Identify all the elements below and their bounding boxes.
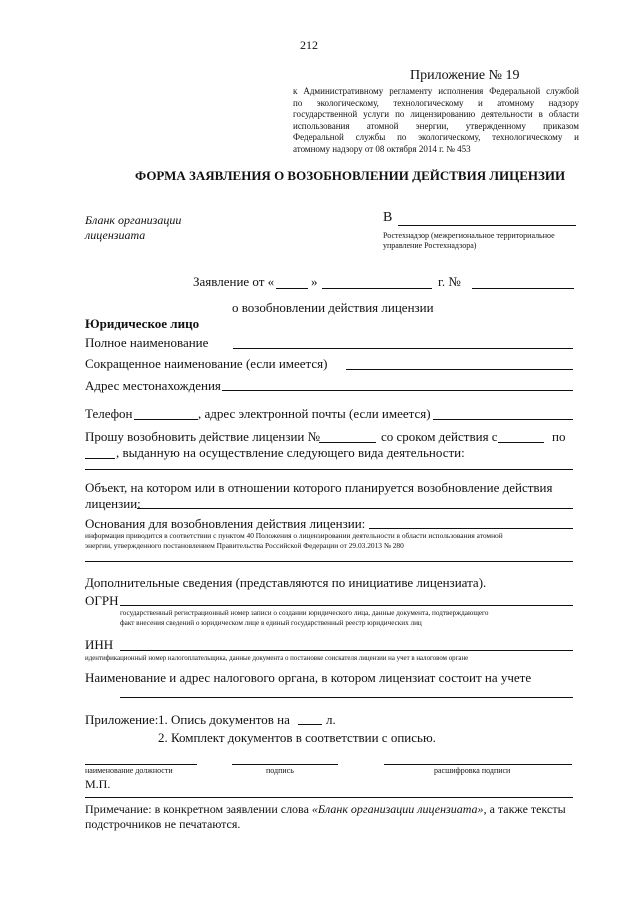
appendix-line: по экологическому, технологическому и атомному надзору xyxy=(293,97,579,108)
appendix-line: Федеральной службы по экологическому, технологическому и xyxy=(293,132,579,142)
statement-subtitle: о возобновлении действия лицензии xyxy=(232,300,434,315)
inn-label: ИНН xyxy=(85,637,114,652)
email-label: , адрес электронной почты (если имеется) xyxy=(198,406,431,421)
full-name-label: Полное наименование xyxy=(85,335,209,350)
request-part2: со сроком действия с xyxy=(381,429,498,444)
statement-date-mid: » xyxy=(311,274,318,289)
object-line2: лицензии: xyxy=(85,496,141,511)
request-part4: , выданную на осуществление следующего вида деятельности: xyxy=(116,445,465,460)
short-name-field[interactable] xyxy=(346,369,573,370)
inn-field[interactable] xyxy=(120,650,573,651)
grounds-note-line2: энергии, утвержденного постановлением Правительства Российской Федерации от 29.03.2013 № 280 xyxy=(85,541,404,550)
short-name-label: Сокращенное наименование (если имеется) xyxy=(85,356,328,371)
recipient-note-line2: управление Ростехнадзора) xyxy=(383,241,477,250)
email-field[interactable] xyxy=(433,419,573,420)
appendix-line: к Административному регламенту исполнения Федеральной службой xyxy=(293,86,579,96)
statement-date-prefix: Заявление от « xyxy=(193,274,275,289)
address-label: Адрес местонахождения xyxy=(85,378,221,393)
recipient-prefix: В xyxy=(383,210,393,225)
object-line1: Объект, на котором или в отношении которого планируется возобновление действия xyxy=(85,480,553,495)
appendix-text xyxy=(293,86,579,155)
grounds-field[interactable] xyxy=(369,528,573,529)
appendix-title: Приложение № 19 xyxy=(410,68,520,83)
footnote-line1 xyxy=(85,802,566,817)
request-part3: по xyxy=(552,429,566,444)
date-day-field[interactable] xyxy=(276,288,308,289)
validity-to-field[interactable] xyxy=(85,458,115,459)
additional-info-label: Дополнительные сведения (представляются по инициативе лицензиата). xyxy=(85,575,487,590)
page-number: 212 xyxy=(300,38,318,52)
attachments-label: Приложение: xyxy=(85,712,159,727)
attachment-item1-unit: л. xyxy=(326,712,336,727)
statement-number-field[interactable] xyxy=(472,288,574,289)
footnote-quoted: «Бланк организации лицензиата» xyxy=(311,802,484,816)
signature-field[interactable] xyxy=(232,764,338,765)
legal-entity-heading: Юридическое лицо xyxy=(85,316,200,331)
sheets-count-field[interactable] xyxy=(298,724,322,725)
letterhead-line2: лицензиата xyxy=(85,228,146,242)
statement-year-suffix: г. № xyxy=(438,274,461,289)
grounds-label: Основания для возобновления действия лицензии: xyxy=(85,516,366,531)
grounds-note-line1: информация приводится в соответствии с пунктом 40 Положения о лицензировании деятельности в области использования атомной xyxy=(85,531,503,540)
tax-authority-label: Наименование и адрес налогового органа, в котором лицензиат состоит на учете xyxy=(85,670,532,685)
request-part1: Прошу возобновить действие лицензии № xyxy=(85,429,321,444)
ogrn-note-line2: факт внесения сведений о юридическом лице в единый государственный реестр юридических лиц xyxy=(120,619,422,627)
object-field[interactable] xyxy=(137,508,573,509)
footnote-divider xyxy=(85,797,573,798)
stamp-label: М.П. xyxy=(85,777,111,791)
letterhead-line1: Бланк организации xyxy=(85,213,182,227)
tax-authority-field[interactable] xyxy=(120,697,573,698)
ogrn-label: ОГРН xyxy=(85,593,119,608)
date-month-field[interactable] xyxy=(322,288,432,289)
ogrn-note-line1: государственный регистрационный номер записи о создании юридического лица, данные документа, подтверждающего xyxy=(120,609,489,617)
attachment-item1: 1. Опись документов на xyxy=(158,712,290,727)
license-number-field[interactable] xyxy=(319,442,376,443)
appendix-line: государственной услуги по лицензированию деятельности в области xyxy=(293,109,579,119)
footnote-prefix: Примечание: в конкретном заявлении слова xyxy=(85,802,309,816)
recipient-field[interactable] xyxy=(398,225,576,226)
ogrn-field[interactable] xyxy=(120,605,573,606)
transcript-caption: расшифровка подписи xyxy=(434,766,511,775)
transcript-field[interactable] xyxy=(384,764,572,765)
appendix-line: использования атомной энергии, утвержденному приказом xyxy=(293,120,579,131)
position-field[interactable] xyxy=(85,764,197,765)
footnote-line2: подстрочников не печатаются. xyxy=(85,817,241,831)
full-name-field[interactable] xyxy=(233,348,573,349)
grounds-field-2[interactable] xyxy=(85,561,573,562)
address-field[interactable] xyxy=(222,390,573,391)
phone-field[interactable] xyxy=(134,419,198,420)
signature-caption: подпись xyxy=(266,766,294,775)
validity-from-field[interactable] xyxy=(498,442,544,443)
appendix-line: атомному надзору от 08 октября 2014 г. № 453 xyxy=(293,143,471,154)
position-caption: наименование должности xyxy=(85,766,173,775)
recipient-note-line1: Ростехнадзор (межрегиональное территориальное xyxy=(383,231,555,240)
phone-label: Телефон xyxy=(85,406,133,421)
form-title: ФОРМА ЗАЯВЛЕНИЯ О ВОЗОБНОВЛЕНИИ ДЕЙСТВИЯ ЛИЦЕНЗИИ xyxy=(135,168,566,183)
inn-note: идентификационный номер налогоплательщика, данные документа о постановке соискателя лицензии на учет в налоговом органе xyxy=(85,655,469,662)
footnote-rest: , а также тексты xyxy=(483,802,566,816)
attachment-item2: 2. Комплект документов в соответствии с описью. xyxy=(158,730,436,745)
activity-field[interactable] xyxy=(85,469,573,470)
